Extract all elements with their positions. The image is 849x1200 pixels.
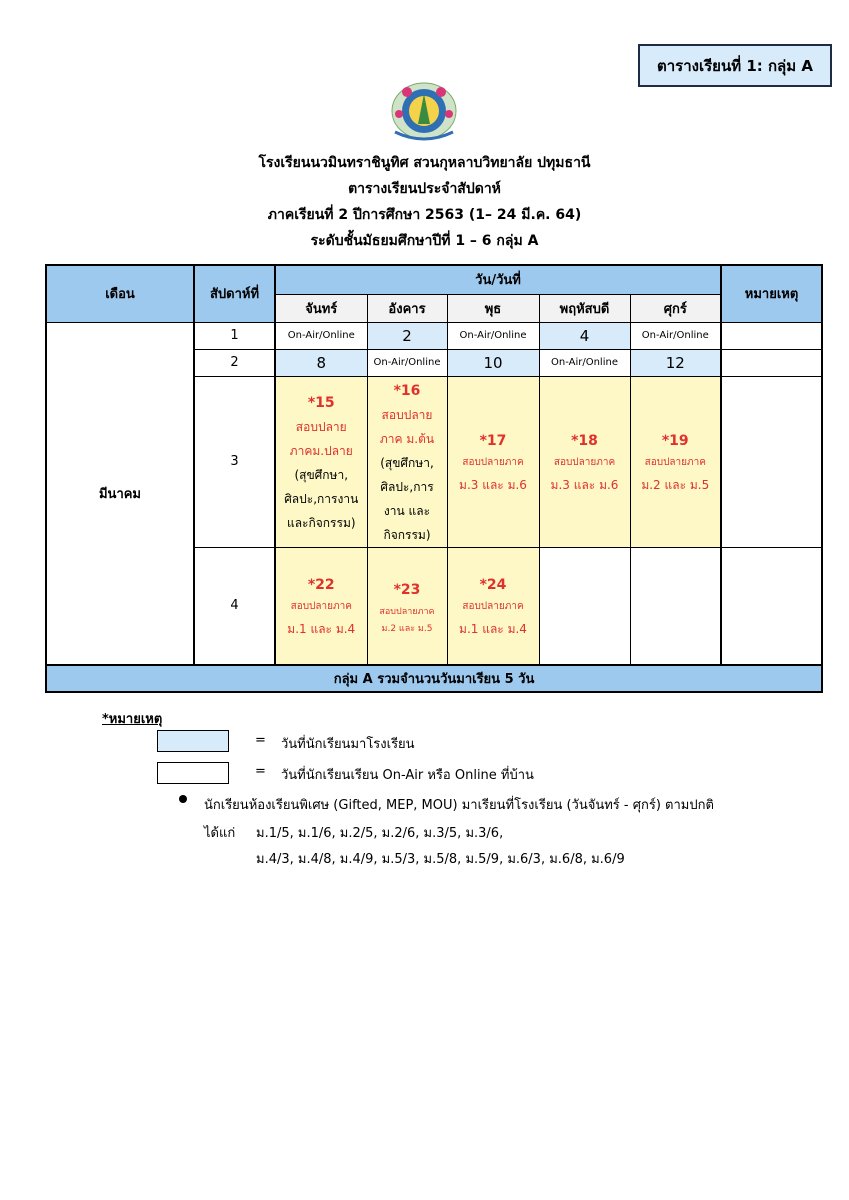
note-cell: [721, 349, 822, 376]
exam-desc: สอบปลายภาค: [553, 456, 616, 468]
document-title: ตารางเรียนประจำสัปดาห์: [348, 181, 501, 197]
col-days-header: วัน/วันที่: [275, 265, 721, 294]
exam-desc: สอบปลาย: [381, 407, 433, 422]
term-info: ภาคเรียนที่ 2 ปีการศึกษา 2563 (1– 24 มี.ค. 64): [267, 207, 582, 223]
note-cell: [721, 547, 822, 665]
gifted-note: นักเรียนห้องเรียนพิเศษ (Gifted, MEP, MOU) มาเรียนที่โรงเรียน (วันจันทร์ - ศุกร์) ตามปกติ: [204, 798, 714, 813]
exam-day-cell: [367, 376, 447, 547]
rooms-list: ม.4/3, ม.4/8, ม.4/9, ม.5/3, ม.5/8, ม.5/9, ม.6/3, ม.6/8, ม.6/9: [256, 852, 625, 867]
rooms-list: ม.1/5, ม.1/6, ม.2/5, ม.2/6, ม.3/5, ม.3/6,: [256, 826, 504, 841]
including-label: ได้แก่: [204, 826, 236, 841]
week-number: 4: [194, 547, 275, 665]
summary-footer: กลุ่ม A รวมจำนวนวันมาเรียน 5 วัน: [46, 665, 822, 692]
day-header: ศุกร์: [630, 294, 721, 322]
legend-online-text: วันที่นักเรียนเรียน On-Air หรือ Online ที่บ้าน: [281, 768, 534, 783]
exam-day-cell: [447, 376, 539, 547]
exam-day-cell: [367, 547, 447, 665]
school-day-cell: 2: [367, 322, 447, 349]
exam-desc: สอบปลายภาค: [379, 606, 435, 617]
exam-subjects: กิจกรรม): [383, 527, 431, 542]
exam-day-cell: [275, 376, 367, 547]
exam-desc: ม.3 และ ม.6: [550, 477, 619, 492]
exam-date: *24: [479, 576, 507, 593]
legend-online-swatch: [157, 762, 229, 784]
exam-date: *16: [393, 382, 421, 399]
exam-subjects: (สุขศึกษา,: [294, 467, 349, 482]
exam-subjects: และกิจกรรม): [286, 515, 356, 530]
school-name: โรงเรียนนวมินทราชินูทิศ สวนกุหลาบวิทยาลัย ปทุมธานี: [258, 155, 591, 171]
exam-desc: สอบปลายภาค: [462, 456, 524, 468]
exam-date: *17: [479, 432, 507, 449]
legend-school-text: วันที่นักเรียนมาโรงเรียน: [281, 737, 415, 752]
week-number: 3: [194, 376, 275, 547]
day-header: จันทร์: [275, 294, 367, 322]
exam-desc: ม.3 และ ม.6: [459, 477, 527, 492]
exam-date: *15: [307, 394, 335, 411]
school-emblem-icon: [385, 80, 463, 146]
exam-date: *18: [571, 432, 598, 449]
exam-desc: สอบปลายภาค: [462, 600, 524, 612]
online-day-cell: On-Air/Online: [367, 349, 447, 376]
legend-school-swatch: [157, 730, 229, 752]
exam-desc: ม.1 และ ม.4: [459, 621, 527, 636]
col-note-header: หมายเหตุ: [721, 265, 822, 322]
school-day-cell: 12: [630, 349, 721, 376]
day-header: อังคาร: [367, 294, 447, 322]
exam-day-cell: [539, 376, 630, 547]
exam-desc: สอบปลายภาค: [290, 600, 352, 612]
exam-date: *23: [393, 581, 421, 598]
exam-date: *19: [661, 432, 689, 449]
exam-desc: ม.2 และ ม.5: [641, 477, 710, 492]
empty-day-cell: [539, 547, 630, 665]
school-day-cell: 8: [275, 349, 367, 376]
week-number: 1: [194, 322, 275, 349]
day-header: พุธ: [447, 294, 539, 322]
month-cell: มีนาคม: [46, 322, 194, 665]
exam-desc: สอบปลายภาค: [644, 456, 706, 468]
exam-desc: ภาคม.ปลาย: [289, 443, 353, 458]
online-day-cell: On-Air/Online: [447, 322, 539, 349]
col-week-header: สัปดาห์ที่: [194, 265, 275, 322]
exam-subjects: (สุขศึกษา,: [380, 455, 434, 470]
exam-date: *22: [307, 576, 335, 593]
school-day-cell: 4: [539, 322, 630, 349]
bullet-icon: [179, 795, 187, 803]
exam-desc: สอบปลาย: [295, 419, 347, 434]
online-day-cell: On-Air/Online: [275, 322, 367, 349]
exam-desc: ภาค ม.ต้น: [379, 431, 435, 446]
exam-desc: ม.2 และ ม.5: [381, 623, 433, 634]
notes-title: *หมายเหตุ: [102, 712, 163, 727]
exam-day-cell: [630, 376, 721, 547]
note-cell: [721, 376, 822, 547]
exam-subjects: งาน และ: [383, 503, 431, 518]
day-header: พฤหัสบดี: [539, 294, 630, 322]
online-day-cell: On-Air/Online: [539, 349, 630, 376]
school-day-cell: 10: [447, 349, 539, 376]
exam-subjects: ศิลปะ,การ: [380, 479, 434, 494]
level-info: ระดับชั้นมัธยมศึกษาปีที่ 1 – 6 กลุ่ม A: [310, 233, 539, 249]
week-number: 2: [194, 349, 275, 376]
note-cell: [721, 322, 822, 349]
schedule-tag: ตารางเรียนที่ 1: กลุ่ม A: [638, 44, 832, 87]
online-day-cell: On-Air/Online: [630, 322, 721, 349]
legend-equals: =: [255, 733, 266, 748]
legend-equals: =: [255, 764, 266, 779]
col-month-header: เดือน: [46, 265, 194, 322]
exam-subjects: ศิลปะ,การงาน: [284, 491, 359, 506]
exam-day-cell: [275, 547, 367, 665]
schedule-table: [45, 264, 823, 693]
exam-desc: ม.1 และ ม.4: [287, 621, 356, 636]
empty-day-cell: [630, 547, 721, 665]
exam-day-cell: [447, 547, 539, 665]
